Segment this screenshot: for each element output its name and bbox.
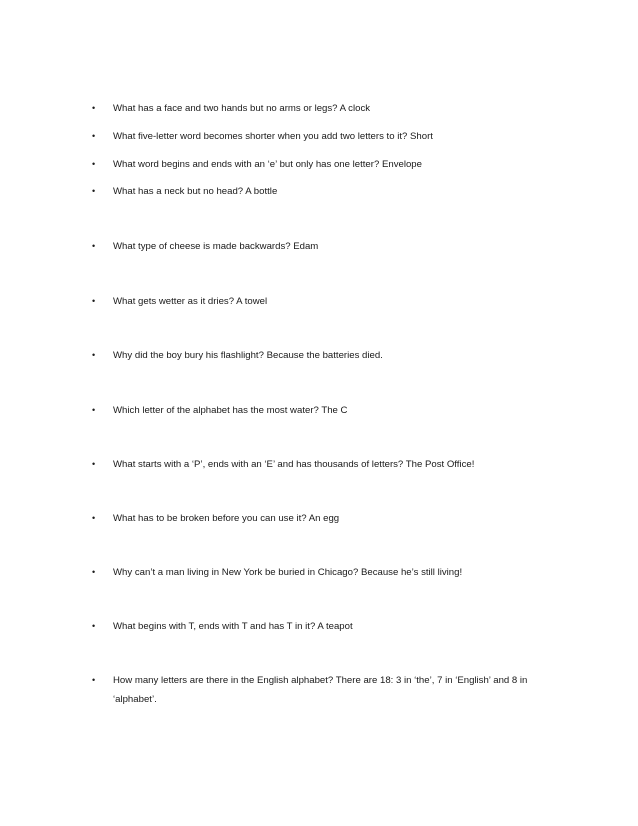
bullet-icon: •	[92, 296, 96, 306]
riddle-text: What begins with T, ends with T and has T in it? A teapot	[113, 621, 353, 632]
bullet-icon: •	[92, 350, 96, 360]
bullet-icon: •	[92, 567, 96, 577]
bullet-icon: •	[92, 103, 96, 113]
riddle-text: What five-letter word becomes shorter when you add two letters to it? Short	[113, 131, 433, 142]
bullet-icon: •	[92, 241, 96, 251]
bullet-icon: •	[92, 159, 96, 169]
riddle-text: What gets wetter as it dries? A towel	[113, 296, 268, 307]
riddle-text: What has a neck but no head? A bottle	[113, 186, 278, 197]
bullet-icon: •	[92, 405, 96, 415]
bullet-icon: •	[92, 513, 96, 523]
riddle-text: What type of cheese is made backwards? Edam	[113, 241, 319, 252]
riddle-text: Why can’t a man living in New York be buried in Chicago? Because he’s still living!	[113, 567, 463, 578]
riddle-text: What has to be broken before you can use it? An egg	[113, 513, 340, 524]
riddle-text: How many letters are there in the English alphabet? There are 18: 3 in ‘the’, 7 in ‘English’ and 8 in ‘alphabet’.	[113, 675, 528, 705]
bullet-icon: •	[92, 186, 96, 196]
riddle-text: What word begins and ends with an ‘e’ but only has one letter? Envelope	[113, 159, 422, 170]
riddle-text: Which letter of the alphabet has the most water? The C	[113, 405, 348, 416]
bullet-icon: •	[92, 131, 96, 141]
bullet-icon: •	[92, 621, 96, 631]
bullet-icon: •	[92, 459, 96, 469]
riddle-text: What starts with a ‘P’, ends with an ‘E’ and has thousands of letters? The Post Office!	[113, 459, 475, 470]
riddle-text: Why did the boy bury his flashlight? Because the batteries died.	[113, 350, 383, 361]
riddle-text: What has a face and two hands but no arms or legs? A clock	[113, 103, 371, 114]
bullet-icon: •	[92, 675, 96, 685]
